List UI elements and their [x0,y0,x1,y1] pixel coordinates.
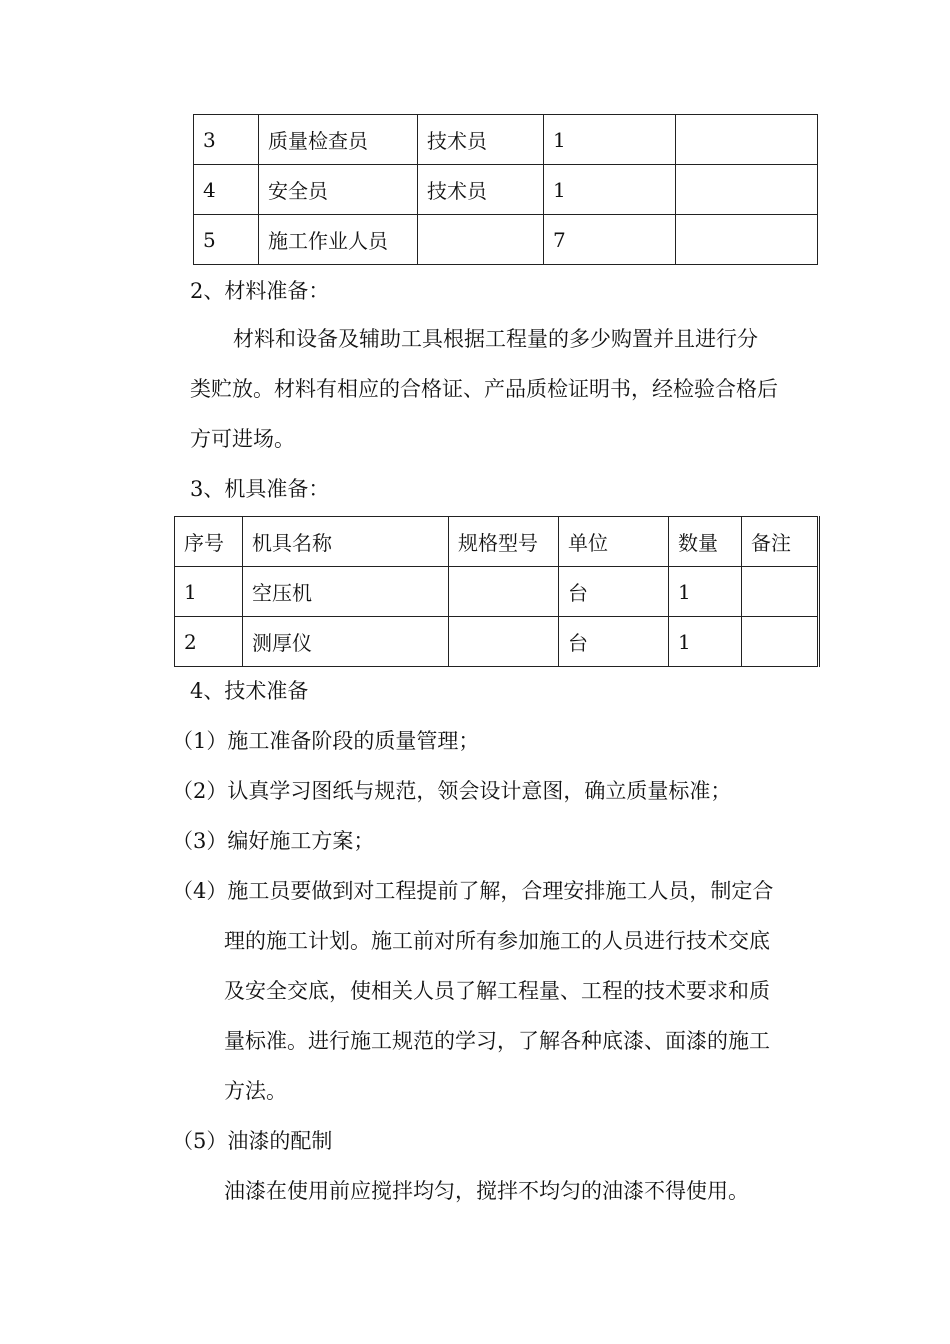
table-cell [676,115,818,165]
table-cell: 技术员 [418,115,544,165]
table-cell [676,215,818,265]
list-item: （3）编好施工方案； [172,829,375,853]
section-heading-technical: 4、技术准备 [190,679,309,703]
table-cell: 1 [544,165,676,215]
table-cell: 测厚仪 [243,617,449,667]
table-cell: 1 [544,115,676,165]
paragraph-line: 油漆在使用前应搅拌均匀，搅拌不均匀的油漆不得使用。 [224,1179,749,1203]
table-row [194,215,818,265]
table-cell: 安全员 [259,165,418,215]
list-item-continuation: 方法。 [224,1079,287,1103]
table-cell: 质量检查员 [259,115,418,165]
list-item: （5）油漆的配制 [172,1129,333,1153]
table-row [175,617,819,667]
table-cell: 1 [669,567,742,617]
table-cell: 台 [559,567,669,617]
section-heading-materials: 2、材料准备： [190,279,330,303]
table-cell [742,567,819,617]
list-item: （2）认真学习图纸与规范，领会设计意图，确立质量标准； [172,779,732,803]
table-cell: 1 [175,567,243,617]
column-header: 序号 [175,517,243,567]
table-cell: 技术员 [418,165,544,215]
paragraph-line: 方可进场。 [190,427,295,451]
table-row [194,165,818,215]
list-item: （1）施工准备阶段的质量管理； [172,729,480,753]
staff-table [193,114,818,265]
table-cell [449,567,559,617]
table-cell: 7 [544,215,676,265]
list-item-continuation: 及安全交底，使相关人员了解工程量、工程的技术要求和质 [224,979,770,1003]
list-item-continuation: 理的施工计划。施工前对所有参加施工的人员进行技术交底 [224,929,770,953]
list-item: （4）施工员要做到对工程提前了解，合理安排施工人员，制定合 [172,879,774,903]
table-cell [418,215,544,265]
table-cell: 1 [669,617,742,667]
column-header: 单位 [559,517,669,567]
section-heading-equipment: 3、机具准备： [190,477,330,501]
table-cell: 4 [194,165,259,215]
column-header: 机具名称 [243,517,449,567]
paragraph-line: 类贮放。材料有相应的合格证、产品质检证明书，经检验合格后 [190,377,778,401]
table-cell: 台 [559,617,669,667]
table-cell [742,617,819,667]
equipment-table [174,516,820,667]
table-cell: 空压机 [243,567,449,617]
table-cell: 5 [194,215,259,265]
paragraph-line: 材料和设备及辅助工具根据工程量的多少购置并且进行分 [233,327,758,351]
table-row [175,567,819,617]
list-item-continuation: 量标准。进行施工规范的学习，了解各种底漆、面漆的施工 [224,1029,770,1053]
table-cell: 施工作业人员 [259,215,418,265]
table-cell: 2 [175,617,243,667]
table-cell [676,165,818,215]
column-header: 数量 [669,517,742,567]
table-cell [449,617,559,667]
column-header: 规格型号 [449,517,559,567]
table-cell: 3 [194,115,259,165]
column-header: 备注 [742,517,819,567]
table-row [194,115,818,165]
table-header-row [175,517,819,567]
